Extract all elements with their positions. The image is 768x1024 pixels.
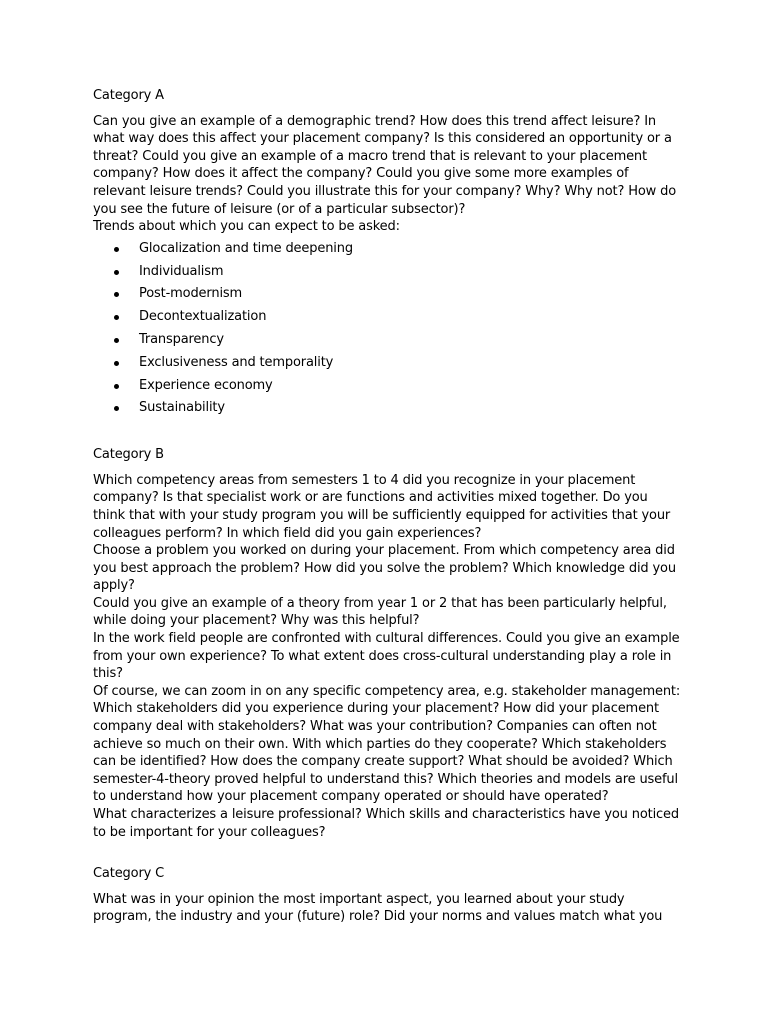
category-a-intro: Can you give an example of a demographic trend? How does this trend affect leisure? In what way does this affect your placement company? Is this considered an opportunity or a threat? Could you give an example of a macro trend that is relevant to your placement company? How does it affect the company? Could you give some more examples of relevant leisure trends? Could you illustrate this for your company? Why? Why not? How do you see the future of leisure (or of a particular subsector)? <box>93 113 677 217</box>
list-item <box>93 261 683 284</box>
bullet-icon <box>114 338 119 343</box>
bullet-icon <box>114 292 119 297</box>
trends-lead: Trends about which you can expect to be asked: <box>93 219 400 235</box>
bullet-icon <box>114 406 119 411</box>
category-c-intro: What was in your opinion the most important aspect, you learned about your study program, the industry and your (future) role? Did your norms and values match what you <box>93 891 663 925</box>
category-b-paragraph: Of course, we can zoom in on any specific competency area, e.g. stakeholder management: Which stakeholders did you experience during your placement? How did your placement company deal with stakeholders? What was your contribution? Companies can often not achieve so much on their own. With which parties do they cooperate? Which stakeholders can be identified? How does the company create support? What should be avoided? Which semester-4-theory proved helpful to understand this? Which theories and models are useful to understand how your placement company operated or should have operated? <box>93 683 681 805</box>
list-item <box>93 375 683 398</box>
category-c-heading: Category C <box>93 866 165 882</box>
category-a-section <box>93 87 683 420</box>
trend-label: Transparency <box>139 331 224 347</box>
category-b-heading: Category B <box>93 447 164 463</box>
trends-list <box>93 238 683 420</box>
bullet-icon <box>114 247 119 252</box>
list-item <box>93 397 683 420</box>
list-item <box>93 306 683 329</box>
list-item <box>93 352 683 375</box>
bullet-icon <box>114 270 119 275</box>
category-b-paragraph: Choose a problem you worked on during your placement. From which competency area did you best approach the problem? How did you solve the problem? Which knowledge did you apply? <box>93 543 676 594</box>
category-b-paragraph: Could you give an example of a theory from year 1 or 2 that has been particularly helpful, while doing your placement? Why was this helpful? <box>93 595 667 629</box>
category-c-section <box>93 865 683 926</box>
category-a-heading: Category A <box>93 88 164 103</box>
trend-label: Decontextualization <box>139 309 267 325</box>
document-page <box>93 87 683 950</box>
category-b-paragraph: Which competency areas from semesters 1 to 4 did you recognize in your placement company? Is that specialist work or are functions and activities mixed together. Do you think that with your study program you will be sufficiently equipped for activities that your colleagues perform? In which field did you gain experiences? <box>93 472 671 541</box>
category-b-paragraph: What characterizes a leisure professional? Which skills and characteristics have you noticed to be important for your colleagues? <box>93 807 680 840</box>
trend-label: Exclusiveness and temporality <box>139 354 334 370</box>
trend-label: Experience economy <box>139 377 273 393</box>
category-b-section <box>93 446 683 841</box>
bullet-icon <box>114 384 119 389</box>
trend-label: Sustainability <box>139 400 225 416</box>
trend-label: Glocalization and time deepening <box>139 240 353 256</box>
list-item <box>93 329 683 352</box>
bullet-icon <box>114 315 119 320</box>
trend-label: Post-modernism <box>139 286 243 302</box>
trend-label: Individualism <box>139 263 224 279</box>
list-item <box>93 238 683 261</box>
bullet-icon <box>114 361 119 366</box>
list-item <box>93 283 683 306</box>
category-b-paragraph: In the work field people are confronted with cultural differences. Could you give an example from your own experience? To what extent does cross-cultural understanding play a role in this? <box>93 631 680 682</box>
